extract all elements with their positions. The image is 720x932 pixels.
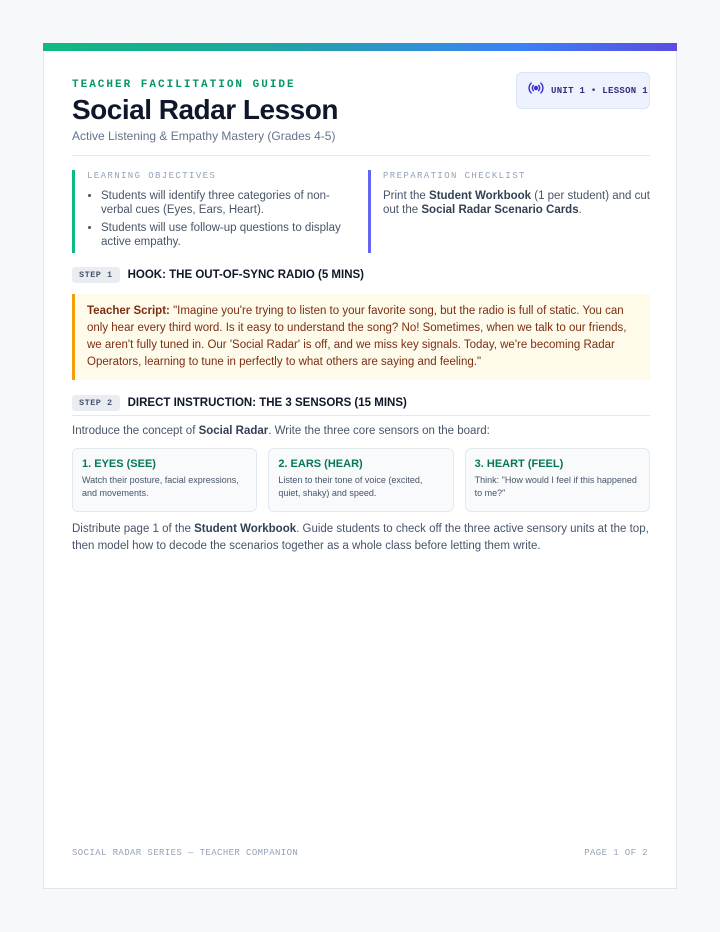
badge-label: UNIT 1 • LESSON 1 — [551, 85, 648, 96]
step-2-title: DIRECT INSTRUCTION: THE 3 SENSORS (15 MINS) — [127, 397, 407, 409]
gradient-top-bar — [43, 43, 677, 51]
step-1-title: HOOK: THE OUT-OF-SYNC RADIO (5 MINS) — [127, 269, 364, 281]
page-content — [72, 79, 650, 555]
sensor-card-title: 2. EARS (HEAR) — [278, 458, 363, 470]
objective-item: • Students will identify three categories of non-verbal cues (Eyes, Ears, Heart). — [101, 189, 354, 217]
step-2-tag: STEP 2 — [72, 395, 120, 411]
header-divider — [72, 155, 650, 156]
sensor-card-text: Think: "How would I feel if this happened to me?" — [474, 475, 637, 498]
teacher-script-callout — [72, 294, 650, 380]
step-2-header — [72, 395, 650, 416]
footer-series: SOCIAL RADAR SERIES — TEACHER COMPANION — [72, 848, 299, 858]
sensor-card-text: Watch their posture, facial expressions, and movements. — [82, 475, 239, 498]
preparation-text: Print the Student Workbook (1 per student) and cut out the Social Radar Scenario Cards. — [383, 190, 650, 216]
objective-item: • Students will use follow-up questions to display active empathy. — [101, 221, 354, 249]
sensor-card-heart — [465, 448, 650, 512]
sensor-card-text: Listen to their tone of voice (excited, quiet, shaky) and speed. — [278, 475, 423, 498]
overview-columns — [72, 170, 650, 253]
objectives-heading: LEARNING OBJECTIVES — [87, 171, 217, 181]
sensor-card-title: 1. EYES (SEE) — [82, 458, 156, 470]
step-1-header — [72, 267, 650, 283]
lesson-page — [43, 43, 677, 889]
distribute-instructions: Distribute page 1 of the Student Workbook. Guide students to check off the three active sensory units at the top, then model how to decode the scenarios together as a whole class before letting them write. — [72, 523, 649, 552]
sensor-cards — [72, 448, 650, 512]
scenario-cards-ref: Social Radar Scenario Cards — [421, 204, 579, 216]
unit-lesson-badge — [516, 72, 650, 109]
objectives-list — [87, 189, 354, 249]
page-header — [72, 79, 650, 143]
guide-eyebrow: TEACHER FACILITATION GUIDE — [72, 79, 296, 91]
script-text: "Imagine you're trying to listen to your favorite song, but the radio is full of static. You can only hear every third word. Is it easy to understand the song? No! Sometimes, when we talk to our friends, we aren't fully tuned in. Our 'Social Radar' is off, and we miss key signals. Today, we're becoming Radar Operators, learning to tune in perfectly to what others are saying and feeling." — [87, 305, 627, 368]
step-1-tag: STEP 1 — [72, 267, 120, 283]
workbook-ref: Student Workbook — [429, 190, 532, 202]
page-title: Social Radar Lesson — [72, 94, 338, 125]
footer-page-number: PAGE 1 OF 2 — [584, 848, 648, 858]
sensor-card-title: 3. HEART (FEEL) — [474, 458, 564, 470]
radio-broadcast-icon — [527, 79, 545, 102]
step-2-intro: Introduce the concept of Social Radar. Write the three core sensors on the board: — [72, 425, 490, 437]
preparation-checklist — [368, 170, 650, 253]
learning-objectives — [72, 170, 354, 253]
preparation-heading: PREPARATION CHECKLIST — [383, 171, 526, 181]
sensor-card-ears — [268, 448, 453, 512]
script-label: Teacher Script: — [87, 305, 170, 317]
sensor-card-eyes — [72, 448, 257, 512]
page-footer — [72, 848, 648, 858]
page-subtitle: Active Listening & Empathy Mastery (Grades 4-5) — [72, 129, 336, 143]
